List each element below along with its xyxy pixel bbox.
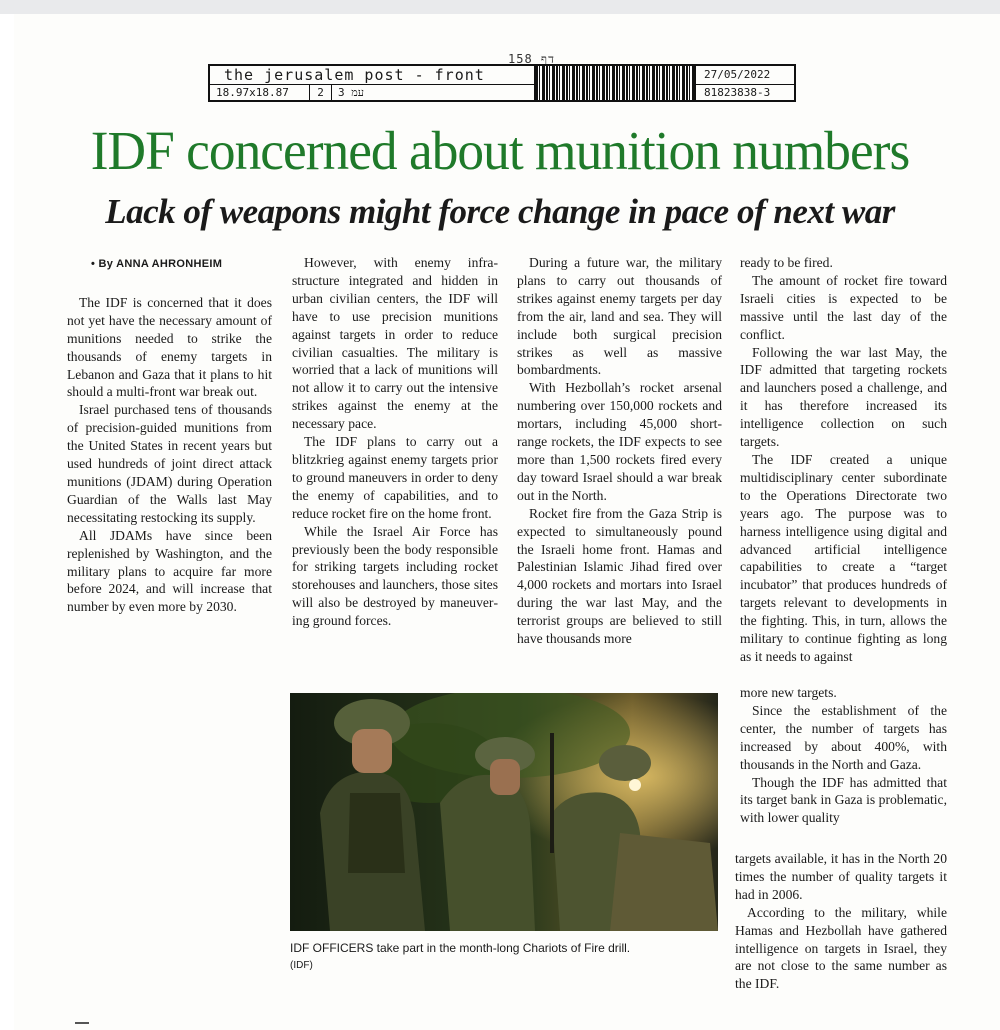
paragraph: While the Israel Air Force has previously been the body responsible for striking targets including rocket storehouses and launchers, those sites will also be destroyed by maneuvering ground forces. <box>292 523 498 629</box>
paragraph: However, with enemy infrastructure integrated and hidden in urban civilian centers, the IDF will have to use precision munitions against targets in order to reduce civilian casualties. The military is worried that a lack of munitions will not allow it to carry out the intensive strikes against the enemy at the necessary pace. <box>292 255 498 432</box>
paragraph: The amount of rocket fire toward Israeli cities is expected to be massive until the last day of the conflict. <box>740 272 947 342</box>
clip-field-a: 2 <box>310 85 332 100</box>
news-photo <box>290 693 718 931</box>
paragraph: The IDF is concerned that it does not yet have the necessary amount of munitions needed to strike the thousands of enemy targets in Lebanon and Gaza that it plans to hit should a multi-front war break out. <box>67 294 272 400</box>
headline: IDF concerned about munition numbers <box>90 120 910 181</box>
article-column-4-middle <box>740 684 947 827</box>
paragraph: The IDF created a unique multidisciplinary center subordinate to the Operations Directorate two years ago. The purpose was to harness intelligence using digital and advanced artificial intelligence capabilities to create a “target incubator” that produces hundreds of targets relevant to developments in the fighting. This, in turn, allows the military to continue fighting as long as it needs to against <box>740 451 947 664</box>
paragraph: Though the IDF has admitted that its target bank in Gaza is problematic, with lower quality <box>740 774 947 826</box>
caption-text: IDF OFFICERS take part in the month-long Chariots of Fire drill. <box>290 941 631 955</box>
paragraph: Israel purchased tens of thousands of precision-guided munitions from the United States in recent years but used hundreds of joint direct attack munitions (JDAM) during Operation Guardian of the Walls last May necessitating restocking its supply. <box>67 402 272 525</box>
paragraph: Rocket fire from the Gaza Strip is expected to simultaneously pound the Israeli home front. Hamas and Palestinian Islamic Jihad fired over 4,000 rockets and mortars into Israel during the war last May, and the terrorist groups are believed to still have thousands more <box>517 505 722 647</box>
photo-credit: (IDF) <box>290 960 313 971</box>
clip-page-number: 158 דף <box>508 52 555 66</box>
paragraph: targets available, it has in the North 20 times the number of quality targets it had in 2006. <box>735 851 947 902</box>
clip-field-b: 3 עמ <box>332 85 536 100</box>
article-column-3 <box>517 254 722 648</box>
clip-id: 81823838-3 <box>704 86 771 99</box>
article-column-4-bottom <box>735 850 947 993</box>
paragraph: Following the war last May, the IDF admitted that targeting rockets and launchers posed a challenge, and it has therefore increased its intelligence collection on such targets. <box>740 344 947 450</box>
publication-name: the jerusalem post - front <box>210 66 536 85</box>
byline: • By ANNA AHRONHEIM <box>91 258 223 270</box>
article-column-2 <box>292 254 498 630</box>
paragraph: During a future war, the military plans to carry out thousands of strikes against enemy targets per day from the air, land and sea. They will include both surgical precision strikes as well as massive bombardments. <box>517 255 722 378</box>
paragraph: With Hezbollah’s rocket arsenal numbering over 150,000 rockets and mortars, including 45,000 short-range rockets, the IDF expects to see more than 1,500 rockets fired every day toward Israel should a war break out in the North. <box>517 380 722 503</box>
paragraph: Since the establishment of the center, the number of targets has increased by about 400%, with thousands in the North and Gaza. <box>740 702 947 772</box>
footer-mark <box>75 1022 89 1024</box>
paragraph: more new targets. <box>740 685 837 700</box>
clip-size: 18.97x18.87 <box>210 85 310 100</box>
barcode <box>536 66 696 100</box>
subheadline: Lack of weapons might force change in pace of next war <box>105 192 895 231</box>
paragraph: According to the military, while Hamas and Hezbollah have gathered intelligence on targets in Israel, they are not close to the same number as the IDF. <box>735 904 947 992</box>
clipping-header <box>208 64 796 102</box>
paragraph: The IDF plans to carry out a blitzkrieg against enemy targets prior to ground maneuvers in order to deny the enemy of capabilities, and to reduce rocket fire on the home front. <box>292 434 498 521</box>
top-band <box>0 0 1000 14</box>
article-column-1 <box>67 256 272 616</box>
clip-date: 27/05/2022 <box>696 66 794 85</box>
soldiers-photo-illustration <box>290 693 718 931</box>
article-column-4-top <box>740 254 947 666</box>
paragraph: All JDAMs have since been replenished by Washington, and the military plans to acquire far more before 2024, and will increase that number by even more by 2030. <box>67 527 272 615</box>
photo-caption <box>290 940 730 974</box>
paragraph: ready to be fired. <box>740 255 833 270</box>
